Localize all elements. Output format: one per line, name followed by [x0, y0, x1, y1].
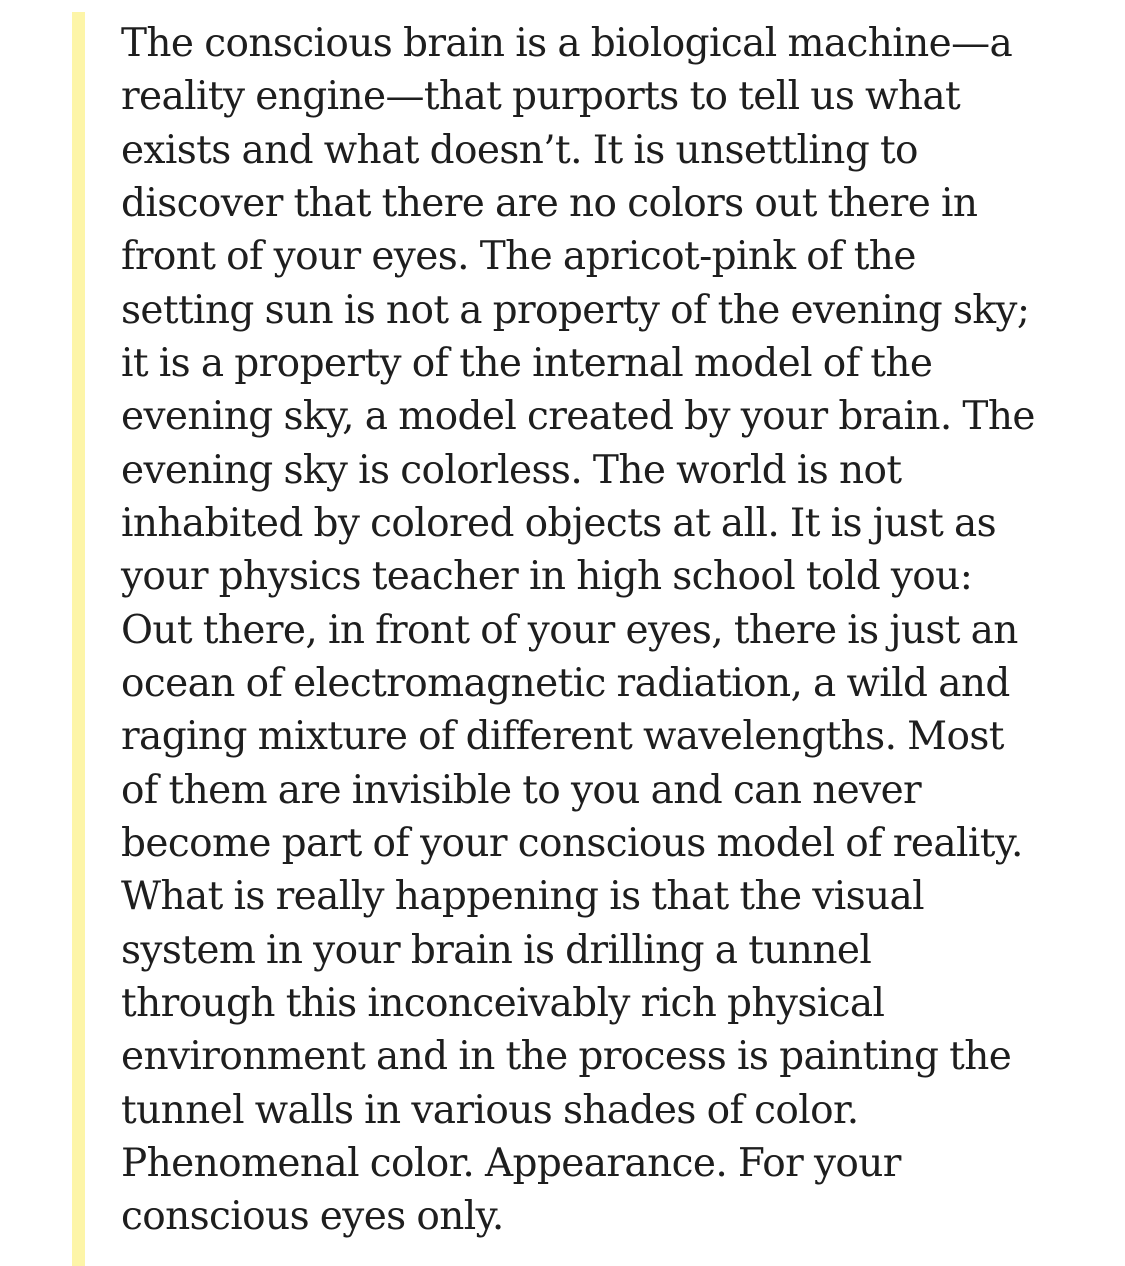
- quote-line: inhabited by colored objects at all. It is just as: [121, 500, 997, 546]
- quote-line: setting sun is not a property of the evening sky;: [121, 287, 1030, 333]
- quote-line: become part of your conscious model of reality.: [121, 820, 1023, 866]
- quote-line: tunnel walls in various shades of color.: [121, 1087, 859, 1133]
- quote-line: conscious eyes only.: [121, 1194, 504, 1240]
- quote-line: through this inconceivably rich physical: [121, 980, 885, 1026]
- quote-line: Phenomenal color. Appearance. For your: [121, 1140, 901, 1186]
- quote-line: raging mixture of different wavelengths. Most: [121, 714, 1004, 760]
- quote-line: What is really happening is that the visual: [121, 874, 925, 920]
- quote-line: ocean of electromagnetic radiation, a wild and: [121, 660, 1010, 706]
- quote-line: The conscious brain is a biological machine—a: [121, 21, 1013, 66]
- quote-line: discover that there are no colors out there in: [121, 180, 978, 226]
- quote-line: reality engine—that purports to tell us what: [121, 74, 961, 120]
- quote-line: your physics teacher in high school told you:: [121, 554, 973, 600]
- quote-line: exists and what doesn’t. It is unsettling to: [121, 127, 918, 173]
- quote-line: evening sky is colorless. The world is not: [121, 447, 902, 493]
- quote-line: system in your brain is drilling a tunnel: [121, 927, 872, 973]
- quote-line: evening sky, a model created by your brain. The: [121, 394, 1035, 440]
- quote-passage: [121, 17, 1111, 1244]
- quote-highlight-bar: [72, 12, 85, 1266]
- quote-line: it is a property of the internal model of the: [121, 340, 933, 386]
- quote-line: of them are invisible to you and can never: [121, 767, 922, 813]
- quote-line: environment and in the process is painting the: [121, 1034, 1012, 1080]
- quote-line: front of your eyes. The apricot-pink of the: [121, 234, 916, 280]
- quote-line: Out there, in front of your eyes, there is just an: [121, 607, 1018, 653]
